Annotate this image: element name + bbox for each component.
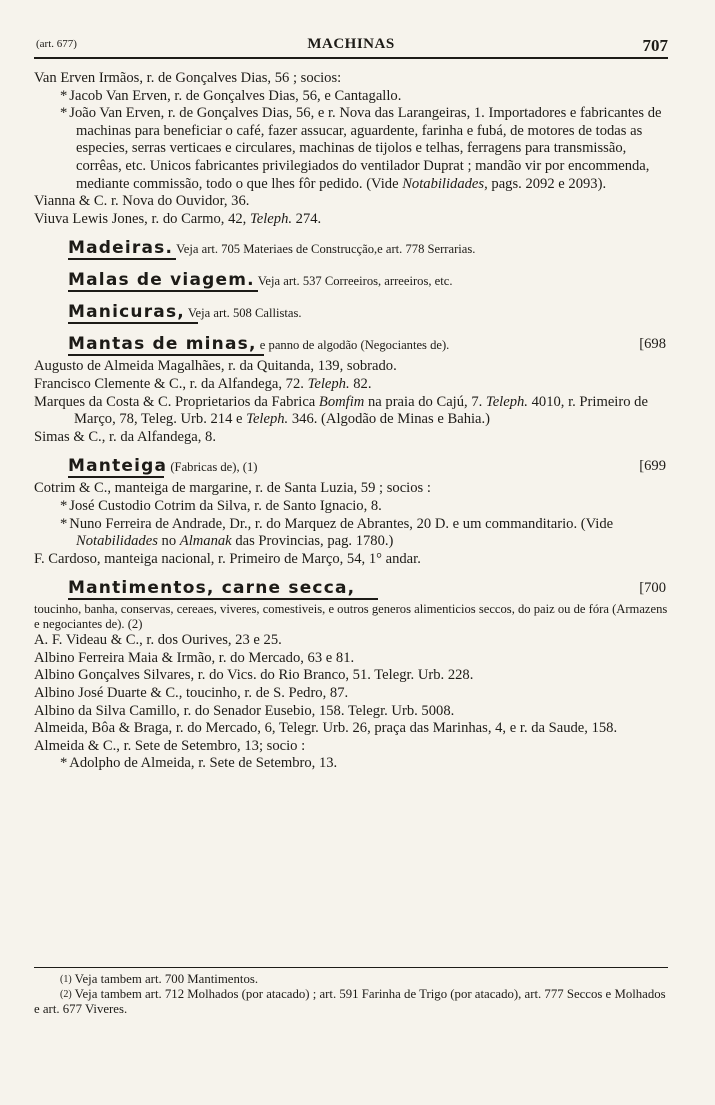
section-madeiras: Madeiras. Veja art. 705 Materiaes de Construcção,e art. 778 Serrarias. [68,238,476,259]
entry-vianna: Vianna & C. r. Nova do Ouvidor, 36. [34,193,250,210]
entry-joao-van-erven: * João Van Erven, r. de Gonçalves Dias, 56, e r. Nova das Larangeiras, 1. Importadores e fabricantes de machinas para beneficiar o café, fazer assucar, aguardente, farinha e fubá, de motores de todas as especies, serras verticaes e circulares, machinas de tijolos e telhas, ferragens para transmissão, corrêas, etc. Unicos fabricantes privilegiados do ventilador Duprat ; mandão vir por encommenda, mediante commissão, todo o que lhes fôr pedido. (Vide Notabilidades, pags. 2092 e 2093). [60,105,662,192]
entry-simas: Simas & C., r. da Alfandega, 8. [34,428,216,445]
page-body [34,70,668,773]
entry-viuva-lewis-jones: Viuva Lewis Jones, r. do Carmo, 42, Teleph. 274. [34,210,322,227]
article-number: [700 [639,580,666,597]
footnotes [34,972,668,1017]
running-head [34,36,668,56]
entry-marques-da-costa: Marques da Costa & C. Proprietarios da Fabrica Bomfim na praia do Cajú, 7. Teleph. 4010, r. Primeiro de Março, 78, Teleg. Urb. 214 e Teleph. 346. (Algodão de Minas e Bahia.) [34,393,648,428]
article-number: [699 [639,458,666,475]
section-underline [68,290,258,292]
footnote-rule [34,967,668,968]
entry-albino-jose-duarte: Albino José Duarte & C., toucinho, r. de S. Pedro, 87. [34,685,349,702]
page-number: 707 [642,36,668,55]
entry-adolpho: * Adolpho de Almeida, r. Sete de Setembro, 13. [60,755,338,772]
section-underline [68,322,198,324]
section-manicuras: Manicuras, Veja art. 508 Callistas. [68,302,302,323]
entry-almeida-c: Almeida & C., r. Sete de Setembro, 13; socio : [34,737,306,754]
section-title: Mantas de minas, [68,334,257,355]
entry-almeida-boa-braga: Almeida, Bôa & Braga, r. do Mercado, 6, Telegr. Urb. 26, praça das Marinhas, 4, e r. da Saude, 158. [34,720,618,737]
mantimentos-description: toucinho, banha, conservas, cereaes, viveres, comestiveis, e outros generos alimenticios seccos, do paiz ou de fóra (Armazens e negociantes de). (2) [34,602,668,632]
section-underline [68,354,264,356]
header-rule [34,57,668,59]
entry-nuno-ferreira: * Nuno Ferreira de Andrade, Dr., r. do Marquez de Abrantes, 20 D. e um commanditario. (Vide Notabilidades no Almanak das Provincias, pag. 1780.) [60,515,614,550]
footnote-1: $^{(1)}$ Veja tambem art. 700 Mantimentos. [60,972,259,986]
section-underline [68,476,164,478]
entry-francisco-clemente: Francisco Clemente & C., r. da Alfandega, 72. Teleph. 82. [34,375,372,392]
section-mantas-de-minas: Mantas de minas, e panno de algodão (Negociantes de). [698 [68,334,666,355]
section-title: Manicuras, [68,302,185,323]
entry-albino-ferreira-maia: Albino Ferreira Maia & Irmão, r. do Mercado, 63 e 81. [34,649,355,666]
section-title: Malas de viagem. [68,270,255,291]
section-underline [68,258,176,260]
entry-videau: A. F. Videau & C., r. dos Ourives, 23 e 25. [34,632,282,649]
section-title: Madeiras. [68,238,174,259]
running-head-title: MACHINAS [307,36,395,52]
section-mantimentos [68,578,668,600]
entry-jose-custodio: * José Custodio Cotrim da Silva, r. de Santo Ignacio, 8. [60,497,382,514]
footnote-2: $^{(2)}$ Veja tambem art. 712 Molhados (por atacado) ; art. 591 Farinha de Trigo (por atacado), art. 777 Seccos e Molhados e art. 677 Viveres. [34,987,666,1016]
running-head-article: (art. 677) [36,38,77,50]
entry-cotrim: Cotrim & C., manteiga de margarine, r. de Santa Luzia, 59 ; socios : [34,480,431,497]
entry-f-cardoso: F. Cardoso, manteiga nacional, r. Primeiro de Março, 54, 1° andar. [34,550,421,567]
entry-albino-goncalves: Albino Gonçalves Silvares, r. do Vics. do Rio Branco, 51. Telegr. Urb. 228. [34,667,474,684]
entry-van-erven: Van Erven Irmãos, r. de Gonçalves Dias, 56 ; socios: [34,70,342,86]
entry-jacob-van-erven: * Jacob Van Erven, r. de Gonçalves Dias, 56, e Cantagallo. [60,87,402,104]
section-title: Mantimentos, carne secca, [68,578,356,599]
entry-albino-da-silva: Albino da Silva Camillo, r. do Senador Eusebio, 158. Telegr. Urb. 5008. [34,702,455,719]
article-number: [698 [639,336,666,353]
entry-augusto: Augusto de Almeida Magalhães, r. da Quitanda, 139, sobrado. [34,358,397,375]
section-malas-de-viagem: Malas de viagem. Veja art. 537 Correeiros, arreeiros, etc. [68,270,453,291]
section-title: Manteiga [68,456,168,477]
section-underline [68,598,378,600]
section-manteiga: Manteiga (Fabricas de), (1) [699 [68,456,666,477]
